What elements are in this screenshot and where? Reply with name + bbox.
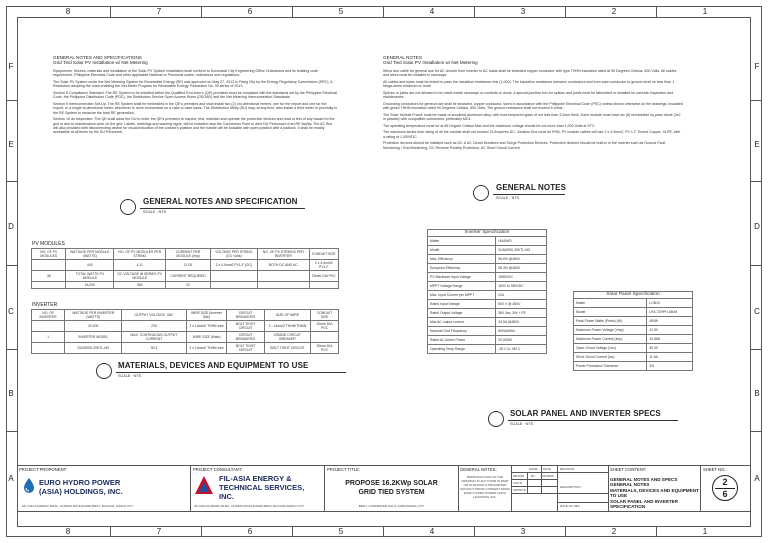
col-label-bottom: 6 — [247, 527, 253, 536]
project-title-label: PROJECT TITLE: — [327, 467, 361, 472]
consultant-name: TECHNICAL SERVICES, — [219, 483, 305, 492]
inverter-table — [31, 309, 339, 354]
general-notes-label: GENERAL NOTES: — [460, 467, 497, 472]
row-label-left: A — [8, 474, 14, 483]
table-cell — [32, 282, 66, 289]
title-block-divider — [190, 465, 191, 511]
section-underline — [140, 208, 305, 209]
table-row — [428, 336, 547, 345]
section-scale: SCALE : NTS — [143, 210, 167, 214]
table-row — [574, 308, 693, 317]
spec-label: Maker — [574, 299, 647, 308]
table-row — [428, 273, 547, 282]
spec-label: Rated Output Voltage — [428, 309, 496, 318]
grid-tick — [110, 6, 111, 17]
spec-label: Maximum Power Current (Imp) — [574, 335, 647, 344]
pv-modules-table — [31, 248, 339, 289]
table-row — [574, 353, 693, 362]
checked-label: CHK'D — [513, 481, 523, 485]
right-notes-subheading: Grid Tied Solar PV Installation w/ Net Metering — [383, 60, 478, 66]
table-cell: 22 — [166, 282, 211, 289]
col-label-top: 4 — [429, 7, 435, 16]
table-row — [574, 299, 693, 308]
solar-spec-table — [573, 291, 693, 371]
table-caption: Solar Panel Specification — [574, 292, 693, 299]
spec-value: LR4-72HPH-450M — [647, 308, 693, 317]
table-row — [574, 317, 693, 326]
spec-label: Model — [428, 246, 496, 255]
table-cell: 4.11 — [114, 260, 166, 271]
grid-tick — [6, 100, 17, 101]
section-marker-icon — [120, 199, 136, 215]
table-header-cell: OUTPUT VOLTAGE, VAC — [122, 310, 186, 321]
spec-label: MPPT Voltage Range — [428, 282, 496, 291]
spec-label: Max. Input Current per MPPT — [428, 291, 496, 300]
row-label-left: E — [8, 140, 14, 149]
section-title: SOLAR PANEL AND INVERTER SPECS — [510, 409, 661, 418]
table-row — [32, 271, 339, 282]
col-label-top: 2 — [611, 7, 617, 16]
row-label-left: F — [8, 62, 14, 71]
spec-label: Maximum Power Voltage (Vmp) — [574, 326, 647, 335]
table-cell: 20,000 — [65, 321, 122, 332]
spec-value: 98.6% @480V — [496, 255, 547, 264]
note-paragraph: The maximum series fuse rating of all the module shall not exceed 15 Amperes DC. Junction Box must be IP65. PV module cables will use 2 x 4.0mm2, PV 1-F Tinned Copper, XLPE, with a rating of 1,000VDC. — [383, 130, 681, 139]
sheet-content-item: GENERAL NOTES — [610, 482, 650, 488]
table-row — [574, 362, 693, 371]
table-header-cell: CONDUIT SIZE — [309, 249, 338, 260]
spec-value: -25 C to +60 C — [496, 345, 547, 354]
table-cell: BOLT TIGHT CIRCUIT — [227, 343, 264, 354]
table-cell — [32, 321, 65, 332]
grid-tick — [656, 6, 657, 17]
row-label-right: D — [754, 222, 760, 231]
title-block-divider — [557, 502, 608, 503]
note-paragraph: The operating temperature must be at 85 Degree Celsius Max and the maximum voltage should be not more than 1,000 Volts at STC. — [383, 123, 596, 128]
title-block-divider — [700, 465, 701, 511]
note-paragraph: The Solar Module Frame must be made of anodized aluminum alloy, with front tempered glass of not less than 3.2mm thick. Each module must have six (6) serviceable by-pass diode (3x2 in parallel) with compatible connectors, preferably MC4. — [383, 112, 681, 122]
col-label-bottom: 4 — [429, 527, 435, 536]
table-row — [32, 260, 339, 271]
col-label-top: 5 — [338, 7, 344, 16]
spec-value: 160V to 950VDC — [496, 282, 547, 291]
spec-value: HUAWEI — [496, 237, 547, 246]
table-cell — [210, 282, 257, 289]
proponent-address: 3/F, ASIA ALABANG BLDG. OLIMPIO BOULEVARD BRGY. BUCANA, DAVAO CITY — [22, 504, 134, 508]
spec-value: SUN2000-20KTL-M3 — [496, 246, 547, 255]
spec-value: LONGI — [647, 299, 693, 308]
grid-tick — [292, 526, 293, 537]
row-label-right: F — [754, 62, 760, 71]
section-underline — [508, 420, 678, 421]
table-cell: GRAND CIRCUIT BREAKER — [264, 332, 310, 343]
table-header-cell: NO. OF PV MODULES — [32, 249, 66, 260]
table-row — [428, 237, 547, 246]
left-notes-heading: GENERAL NOTES AND SPECIFICATIONS — [53, 55, 142, 60]
consultant-name: FIL-ASIA ENERGY & — [219, 474, 292, 483]
spec-label: Short Circuit Current (Isc) — [574, 353, 647, 362]
spec-value: 10.85A — [647, 335, 693, 344]
spec-label: PV Maximum Input Voltage — [428, 273, 496, 282]
table-cell: 2 x 4.0mm2 PV1-F — [309, 260, 338, 271]
table-cell: 30.3 — [122, 343, 186, 354]
grid-tick — [751, 181, 762, 182]
project-address: BRGY. CARPENTER HILLS, KORONADAL CITY — [358, 504, 425, 508]
row-label-right: A — [754, 474, 760, 483]
sheet-total: 6 — [722, 489, 728, 499]
col-label-bottom: 2 — [611, 527, 617, 536]
table-row — [428, 327, 547, 336]
grid-tick — [565, 6, 566, 17]
table-row — [428, 318, 547, 327]
grid-tick — [201, 526, 202, 537]
spec-value: 1080VDC — [496, 273, 547, 282]
table-header-cell: WATTAGE PER MODULE (WATTS) — [66, 249, 114, 260]
spec-value: 49.3V — [647, 344, 693, 353]
table-cell — [32, 260, 66, 271]
inverter-spec-table — [427, 229, 547, 354]
col-label-bottom: 8 — [65, 527, 71, 536]
table-header-row — [574, 292, 693, 299]
euro-hydro-logo-icon — [22, 477, 36, 493]
table-cell: 1 — [32, 332, 65, 343]
spec-label: Max. Efficiency — [428, 255, 496, 264]
grid-tick — [751, 265, 762, 266]
spec-value: 20,000W — [496, 336, 547, 345]
note-paragraph: Splices or joints are not allowed to be made inside raceways or conduits or ducts. A special junction box for splices and joints must be fabricated or installed for periodic inspection and maintenance. — [383, 90, 674, 100]
row-label-right: E — [754, 140, 760, 149]
section-marker-icon — [473, 185, 489, 201]
table-row — [428, 300, 547, 309]
spec-value: 50Hz/60Hz — [496, 327, 547, 336]
title-block-divider — [511, 493, 608, 494]
proponent-name: (ASIA) HOLDINGS, INC. — [39, 487, 123, 496]
date-header: DATE — [543, 467, 551, 471]
table-header-cell: WATTAGE PER INVERTER (WATTS) — [65, 310, 122, 321]
grid-tick — [474, 6, 475, 17]
table-header-cell: CONDUIT SIZE — [311, 310, 339, 321]
right-notes — [383, 55, 683, 152]
spec-value: 380 Vac, 3W + PE — [496, 309, 547, 318]
grid-tick — [6, 431, 17, 432]
col-label-bottom: 5 — [338, 527, 344, 536]
section-title: GENERAL NOTES AND SPECIFICATION — [143, 197, 298, 206]
table-cell: 440 — [66, 260, 114, 271]
col-label-bottom: 3 — [520, 527, 526, 536]
note-paragraph: Section 8 Compliance Standard: The RE System to be installed within the Qualified End-User's (QE) premises must be compliant with the standards set by the Philippine Electrical Code, the Philippine Distribution Code (PDC), the Distribution Service Open Access Rules (DSOAR) and the Net Metering Interconnection Standards. — [53, 90, 338, 100]
grid-tick — [751, 100, 762, 101]
table-row — [574, 344, 693, 353]
proponent-label: PROJECT PROPONENT: — [19, 467, 67, 472]
title-block-divider — [557, 465, 558, 511]
col-label-top: 8 — [65, 7, 71, 16]
title-block-divider — [527, 472, 528, 493]
spec-label: Nominal Grid Frequency — [428, 327, 496, 336]
section-scale: SCALE : NTS — [510, 422, 534, 426]
table-cell — [210, 271, 257, 282]
table-header-cell: CIRCUIT BREAKER/S — [227, 310, 264, 321]
table-cell — [309, 282, 338, 289]
note-paragraph: Grounding conductors for general use shall be stranded, copper conductor, sized in accordance with the Philippine Electrical Code (PEC) unless shown otherwise on the drawings, insulated with green THHN insulation rated 90 Degrees Celsius, 600 Volts. The ground resistance shall not exceed 5 ohms. — [383, 101, 683, 111]
spec-label: Max AC output current — [428, 318, 496, 327]
title-block-divider — [608, 465, 609, 511]
grid-tick — [656, 526, 657, 537]
date-of-revision-label: DATE OF REV. — [560, 504, 581, 508]
table-row — [428, 291, 547, 300]
table-header-cell: CURRENT PER MODULE (Imp) — [166, 249, 211, 260]
sheet-no-label: SHEET NO.: — [703, 467, 727, 472]
col-label-bottom: 7 — [156, 527, 162, 536]
table-cell: BOLT TIGHT CIRCUIT — [264, 343, 310, 354]
spec-value: 98.3% @480V — [496, 264, 547, 273]
grid-tick — [6, 349, 17, 350]
spec-label: Maker — [428, 237, 496, 246]
name-header: NAME — [529, 467, 538, 471]
grid-tick — [751, 431, 762, 432]
table-cell — [32, 343, 65, 354]
row-label-right: B — [754, 389, 760, 398]
grid-tick — [383, 526, 384, 537]
fil-asia-logo-icon — [194, 475, 214, 495]
section-underline — [493, 194, 565, 195]
section-marker-icon — [96, 363, 112, 379]
grid-tick — [201, 6, 202, 17]
drawn-by: BY — [531, 474, 536, 478]
note-paragraph: Equipments, fixtures, materials and installation of the Solar PV System Installation shall conform to Koronadal City Engineering Office Ordinances and its building code requirement, Philippine Electrical Code and other applicable National or Provincial codes, ordinances and regulations. — [53, 68, 319, 78]
spec-value: 22A — [496, 291, 547, 300]
table-cell: 36 — [32, 271, 66, 282]
sheet-content-item: GENERAL NOTES AND SPECS — [610, 477, 678, 482]
table-header-cell: NO. OF PV MODULES PER STRING — [114, 249, 166, 260]
table-cell: 230 — [122, 321, 186, 332]
table-header-cell: VOLTAGE PER STRING (DC Volts) — [210, 249, 257, 260]
sheet-number-circle — [712, 475, 738, 501]
table-cell: MAX. CONTINUOUS OUTPUT CURRENT — [122, 332, 186, 343]
grid-tick — [292, 6, 293, 17]
table-header-row — [428, 230, 547, 237]
title-block-divider — [511, 472, 608, 473]
table-row — [428, 282, 547, 291]
table-row — [32, 321, 339, 332]
table-header-row — [32, 249, 339, 260]
table-cell: 11.00 — [166, 260, 211, 271]
table-row — [428, 255, 547, 264]
spec-label: European Efficiency — [428, 264, 496, 273]
consultant-label: PROJECT CONSULTANT: — [193, 467, 243, 472]
spec-value: 33.5A @480V — [496, 318, 547, 327]
table-cell: 2 - 14mm2 THHN/THWN — [264, 321, 310, 332]
sheet-number: 2 — [722, 477, 728, 487]
table-header-cell: WIRE SIZE (Inverter Site) — [186, 310, 227, 321]
row-label-left: C — [8, 307, 14, 316]
revision-header: REVISION — [560, 467, 575, 471]
note-paragraph: Section 10 du Inspection: The QE shall allow the DU to enter the QE's premises to inspect, test, maintain and operate the protective devices and read or test of any hazard to the grid or due to maintenance work on the grid. Labels, markings and warning signs, will be installed near the Connection Point to alert DU Personnel of an RE facility. The AC Box will also provided with disconnecting device for visual indication of the contact's position and the handle will be lockable with open position with a padlock. It shall be readily accessible at all times by the DU Personnel. — [53, 117, 335, 135]
grid-tick — [110, 526, 111, 537]
col-label-bottom: 1 — [702, 527, 708, 536]
left-notes — [53, 55, 338, 137]
grid-tick — [6, 181, 17, 182]
grid-tick — [751, 349, 762, 350]
table-row — [428, 246, 547, 255]
spec-label: Peak Power Watts (Pmax) (W) — [574, 317, 647, 326]
table-cell: TOTAL WATTS PV MODULE — [66, 271, 114, 282]
spec-value: 3% — [647, 362, 693, 371]
spec-value: 41.5V — [647, 326, 693, 335]
table-cell: 360 — [114, 282, 166, 289]
table-header-cell: NO. OF INVERTER — [32, 310, 65, 321]
table-row — [574, 335, 693, 344]
table-cell: WIRE SIZE (Main) — [186, 332, 227, 343]
table-cell: 2 x 14mm2 THHN wire — [186, 321, 227, 332]
table-cell: BOTH DC AND AC — [257, 260, 309, 271]
sheet-content-item: MATERIALS, DEVICES AND EQUIPMENT TO USE — [610, 487, 699, 499]
note-paragraph: Section 9 Interconnection Set-Up: The RE System shall be embedded in the QE's premises and shall install two (2) uni-directional meters, one for the import and one for the export, or a single bi-directional meter, whichever is more economical on a case to case basis. The Distribution Utility (DU) may, at any time, also install a third meter in proximity to the RE System to measure the total RE generation. — [53, 101, 338, 115]
table-row — [428, 309, 547, 318]
section-title: GENERAL NOTES — [496, 183, 567, 192]
col-label-top: 3 — [520, 7, 526, 16]
title-block-divider — [17, 511, 751, 512]
note-paragraph: Wires and cable for general use for AC circuits from inverter to AC loads shall be stranded copper conductor with type THHN insulation rated at 90 Degrees Celsius, 600 Volts. All cables and wires must be installed in raceways. — [383, 68, 677, 78]
table-cell: SUN2000-20KTL-M3 — [65, 343, 122, 354]
sheet-content-item: SOLAR PANEL AND INVERTER SPECIFICATION — [610, 498, 679, 510]
sheet-content-list — [610, 477, 700, 509]
project-title: PROPOSE 16.2KWp SOLAR — [345, 480, 438, 487]
spec-value: 11.6A — [647, 353, 693, 362]
table-header-cell: NO. OF PV STRINGS PER INVERTER — [257, 249, 309, 260]
table-header-row — [32, 310, 339, 321]
col-label-top: 7 — [156, 7, 162, 16]
grid-tick — [383, 6, 384, 17]
table-row — [428, 345, 547, 354]
right-notes-heading: GENERAL NOTES — [383, 55, 422, 60]
note-paragraph: All cables and wires must be tested to pass the insulation resistance test (1,000). The insulation resistance between conductors and from each conductor to ground shall no less than 1 Mega-ohms minimum or more. — [383, 79, 675, 89]
drawn-label: DRAWN — [513, 474, 525, 478]
table-cell: CURRENT REQUIRED — [166, 271, 211, 282]
spec-value: 600 V @ 480V — [496, 300, 547, 309]
title-block-divider — [511, 479, 557, 480]
col-label-top: 6 — [247, 7, 253, 16]
table-cell: INVERTER MODEL — [65, 332, 122, 343]
title-block-divider — [511, 486, 557, 487]
table-row — [32, 282, 339, 289]
spec-label: Operating Temp Range — [428, 345, 496, 354]
project-title: GRID TIED SYSTEM — [358, 489, 425, 496]
table-cell: DC VOLTAGE IN SERIES PV MODULE — [114, 271, 166, 282]
consultant-name: INC. — [219, 492, 234, 501]
row-label-right: C — [754, 307, 760, 316]
table-row — [32, 332, 339, 343]
table-cell: 20mm DIA PVC — [311, 343, 339, 354]
table-row — [574, 326, 693, 335]
section-marker-icon — [488, 411, 504, 427]
approved-label: APPRV'D — [513, 488, 526, 492]
table-cell — [257, 271, 309, 282]
section-scale: SCALE : NTS — [496, 196, 520, 200]
sheet-content-label: SHEET CONTENT: — [610, 467, 646, 472]
consultant-address: 3/F ASIA ALABANG BLDG. OLIMPIO BOULEVARD BRGY. BUCANA DAVAO CITY — [194, 504, 305, 508]
table-cell: BOLT TIGHT CIRCUIT — [227, 321, 264, 332]
left-notes-subheading: Grid Tied Solar PV Installation w/ Net Metering — [53, 60, 148, 66]
grid-tick — [474, 526, 475, 537]
inverter-caption: INVERTER — [32, 302, 58, 308]
proponent-name: EURO HYDRO POWER — [39, 478, 121, 487]
table-cell: 20mm DIA PVC — [311, 321, 339, 332]
table-row — [32, 343, 339, 354]
title-block-divider — [458, 465, 459, 511]
table-header-cell: SIZE OF WIRE — [264, 310, 310, 321]
table-cell: 20mm DIA PVC — [309, 271, 338, 282]
table-cell: 2 x 14mm2 THHN wire — [186, 343, 227, 354]
table-cell: CIRCUIT BREAKER/S — [227, 332, 264, 343]
col-label-top: 1 — [702, 7, 708, 16]
spec-label: Power Production Tolerance — [574, 362, 647, 371]
general-notes-text: REPRODUCTION OF THE DRAWING IN ANY FORM IN PART OR IN WHOLE IS PROHIBITED WITHOUT PRIOR CONSENT FROM EURO HYDRO POWER (ASIA) HOLDINGS, INC. — [460, 475, 510, 499]
table-cell: 16,200 — [66, 282, 114, 289]
row-label-left: D — [8, 222, 14, 231]
spec-label: Rated Input Voltage — [428, 300, 496, 309]
table-row — [428, 264, 547, 273]
grid-tick — [6, 265, 17, 266]
spec-label: Model — [574, 308, 647, 317]
spec-label: Open Circuit Voltage (Voc) — [574, 344, 647, 353]
pv-modules-caption: PV MODULES — [32, 241, 65, 247]
table-cell: 2 x 4.0mm2 PV1-F (DC) — [210, 260, 257, 271]
table-caption: Inverter Specification — [428, 230, 547, 237]
drawn-date: 01/28/26 — [542, 474, 554, 478]
grid-tick — [565, 526, 566, 537]
note-paragraph: Protection devices should be installed such as DC & AC Circuit Breakers and SUrge Protection Devices. Protection devices should be built-in in the inverter such as Ground Fault Monitoring / Grid Monitoring, DC Reverse Polarity Protection, AC Short Circuit Current. — [383, 141, 666, 150]
description-label: DESCRIPTION — [560, 485, 581, 489]
title-block-divider — [541, 465, 542, 493]
table-cell — [257, 282, 309, 289]
note-paragraph: The Solar PV System under the Net Metering System for Renewable Energy (RE) was approved on May 27, 2013 in Pasig City by the Energy Regulatory Commission (ERC), A Resolution adopting the rules enabling the Net-Meter Program for Renewable Energy, Resolution No. 09 series of 2013. — [53, 79, 333, 89]
table-cell — [311, 332, 339, 343]
section-scale: SCALE : NTS — [118, 374, 142, 378]
section-underline — [116, 372, 346, 373]
row-label-left: B — [8, 389, 14, 398]
spec-value: 450W — [647, 317, 693, 326]
spec-label: Rated AC Active Power — [428, 336, 496, 345]
section-title: MATERIALS, DEVICES AND EQUIPMENT TO USE — [118, 361, 309, 370]
